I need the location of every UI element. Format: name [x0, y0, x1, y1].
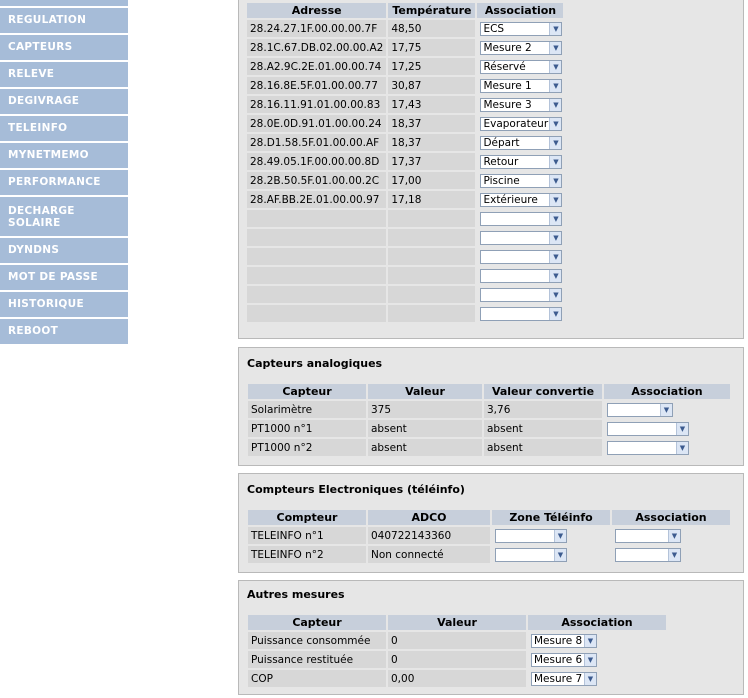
chevron-down-icon[interactable]: ▼: [668, 549, 680, 561]
association-select[interactable]: [480, 136, 562, 150]
association-select-value: Mesure 2: [483, 41, 532, 54]
association-select[interactable]: [480, 60, 562, 74]
table-row: [247, 115, 563, 132]
association-select-cell: [477, 305, 563, 322]
adco-cell: 040722143360: [368, 527, 490, 544]
table-row: [247, 134, 563, 151]
table-row: [248, 546, 730, 563]
association-select-cell: [477, 39, 563, 56]
chevron-down-icon[interactable]: ▼: [549, 42, 561, 54]
association-select-cell: [528, 632, 666, 649]
sidebar-item-historique[interactable]: HISTORIQUE: [0, 292, 128, 317]
meters-rows: [248, 527, 730, 563]
meter-cell: TELEINFO n°1: [248, 527, 366, 544]
association-select-cell: [612, 546, 730, 563]
analog-panel: [238, 347, 744, 466]
association-select-value: Départ: [483, 136, 520, 149]
association-select-value: Retour: [483, 155, 519, 168]
association-select[interactable]: [607, 422, 689, 436]
zone-select[interactable]: [495, 548, 567, 562]
address-cell: [247, 248, 386, 265]
converted-cell: absent: [484, 420, 602, 437]
table-row: [247, 96, 563, 113]
table-row: [247, 153, 563, 170]
address-cell: [247, 210, 386, 227]
association-select-value: Evaporateur: [483, 117, 549, 130]
chevron-down-icon[interactable]: ▼: [549, 251, 561, 263]
address-cell: 28.16.8E.5F.01.00.00.77: [247, 77, 386, 94]
sidebar-item-dyndns[interactable]: DYNDNS: [0, 238, 128, 263]
address-cell: 28.1C.67.DB.02.00.00.A2: [247, 39, 386, 56]
col-adco: ADCO: [368, 510, 490, 525]
table-row: [247, 248, 563, 265]
chevron-down-icon[interactable]: ▼: [584, 654, 596, 666]
association-select[interactable]: [607, 403, 673, 417]
address-cell: 28.24.27.1F.00.00.00.7F: [247, 20, 386, 37]
association-select[interactable]: [531, 634, 597, 648]
temperature-cell: 17,43: [388, 96, 475, 113]
address-cell: [247, 305, 386, 322]
association-select[interactable]: [480, 288, 562, 302]
association-select-cell: [604, 401, 730, 418]
table-row: [248, 632, 666, 649]
address-cell: [247, 286, 386, 303]
table-row: [247, 210, 563, 227]
address-cell: 28.49.05.1F.00.00.00.8D: [247, 153, 386, 170]
chevron-down-icon[interactable]: ▼: [549, 99, 561, 111]
association-select-cell: [477, 153, 563, 170]
col-zone-teleinfo: Zone Téléinfo: [492, 510, 610, 525]
association-select-value: Extérieure: [483, 193, 538, 206]
association-select[interactable]: [480, 307, 562, 321]
analog-title: Capteurs analogiques: [247, 357, 383, 370]
chevron-down-icon[interactable]: ▼: [554, 530, 566, 542]
col-association: Association: [604, 384, 730, 399]
col-capteur: Capteur: [248, 384, 366, 399]
onewire-panel: [238, 0, 744, 339]
sidebar-item-teleinfo[interactable]: TELEINFO: [0, 116, 128, 141]
chevron-down-icon[interactable]: ▼: [549, 80, 561, 92]
chevron-down-icon[interactable]: ▼: [554, 549, 566, 561]
meters-panel: [238, 473, 744, 573]
table-row: [247, 20, 563, 37]
association-select-value: Mesure 6: [534, 653, 583, 666]
association-select-cell: [477, 58, 563, 75]
zone-select-cell: [492, 546, 610, 563]
col-association: Association: [477, 3, 563, 18]
temperature-cell: 17,18: [388, 191, 475, 208]
adco-cell: Non connecté: [368, 546, 490, 563]
temperature-cell: 17,25: [388, 58, 475, 75]
table-row: [248, 527, 730, 544]
address-cell: 28.A2.9C.2E.01.00.00.74: [247, 58, 386, 75]
chevron-down-icon[interactable]: ▼: [549, 61, 561, 73]
sidebar-item-regulation[interactable]: REGULATION: [0, 8, 128, 33]
meter-cell: TELEINFO n°2: [248, 546, 366, 563]
association-select[interactable]: [607, 441, 689, 455]
chevron-down-icon[interactable]: ▼: [549, 270, 561, 282]
sensor-cell: Puissance consommée: [248, 632, 386, 649]
table-row: [247, 305, 563, 322]
association-select-cell: [477, 172, 563, 189]
chevron-down-icon[interactable]: ▼: [549, 137, 561, 149]
table-row: [247, 229, 563, 246]
association-select[interactable]: [480, 269, 562, 283]
association-select[interactable]: [480, 155, 562, 169]
address-cell: 28.0E.0D.91.01.00.00.24: [247, 115, 386, 132]
association-select[interactable]: [615, 548, 681, 562]
col-valeur: Valeur: [368, 384, 482, 399]
association-select-value: Réservé: [483, 60, 526, 73]
chevron-down-icon[interactable]: ▼: [668, 530, 680, 542]
value-cell: 0,00: [388, 670, 526, 687]
col-association: Association: [528, 615, 666, 630]
col-capteur: Capteur: [248, 615, 386, 630]
table-row: [247, 172, 563, 189]
value-cell: absent: [368, 439, 482, 456]
chevron-down-icon[interactable]: ▼: [549, 308, 561, 320]
onewire-table: [245, 1, 565, 324]
chevron-down-icon[interactable]: ▼: [584, 673, 596, 685]
value-cell: 375: [368, 401, 482, 418]
col-association: Association: [612, 510, 730, 525]
zone-select-cell: [492, 527, 610, 544]
table-row: [247, 39, 563, 56]
address-cell: 28.AF.BB.2E.01.00.00.97: [247, 191, 386, 208]
chevron-down-icon[interactable]: ▼: [676, 423, 688, 435]
converted-cell: absent: [484, 439, 602, 456]
sidebar-nav: [0, 0, 128, 346]
association-select-cell: [477, 20, 563, 37]
temperature-cell: [388, 267, 475, 284]
col-valeur: Valeur: [388, 615, 526, 630]
association-select-cell: [604, 420, 730, 437]
analog-table: [246, 382, 732, 458]
col-compteur: Compteur: [248, 510, 366, 525]
chevron-down-icon[interactable]: ▼: [676, 442, 688, 454]
address-cell: [247, 229, 386, 246]
association-select-value: Mesure 7: [534, 672, 583, 685]
sidebar-item-reboot[interactable]: REBOOT: [0, 319, 128, 344]
table-row: [247, 77, 563, 94]
sidebar-item-releve[interactable]: RELEVE: [0, 62, 128, 87]
temperature-cell: [388, 286, 475, 303]
table-row: [247, 58, 563, 75]
temperature-cell: 18,37: [388, 134, 475, 151]
association-select-value: Piscine: [483, 174, 520, 187]
association-select-cell: [477, 229, 563, 246]
association-select[interactable]: [480, 22, 562, 36]
association-select[interactable]: [480, 212, 562, 226]
value-cell: 0: [388, 651, 526, 668]
association-select-cell: [477, 248, 563, 265]
temperature-cell: [388, 210, 475, 227]
table-row: [248, 420, 730, 437]
col-valeur-convertie: Valeur convertie: [484, 384, 602, 399]
association-select[interactable]: [531, 653, 597, 667]
address-cell: [247, 267, 386, 284]
table-row: [247, 191, 563, 208]
address-cell: 28.D1.58.5F.01.00.00.AF: [247, 134, 386, 151]
temperature-cell: 17,75: [388, 39, 475, 56]
association-select[interactable]: [480, 117, 562, 131]
temperature-cell: 48,50: [388, 20, 475, 37]
chevron-down-icon[interactable]: ▼: [549, 194, 561, 206]
sidebar-item-capteurs[interactable]: CAPTEURS: [0, 35, 128, 60]
association-select[interactable]: [480, 193, 562, 207]
association-select-cell: [612, 527, 730, 544]
address-cell: 28.16.11.91.01.00.00.83: [247, 96, 386, 113]
chevron-down-icon[interactable]: ▼: [549, 118, 561, 130]
association-select-cell: [477, 96, 563, 113]
sensor-cell: PT1000 n°2: [248, 439, 366, 456]
association-select-cell: [477, 286, 563, 303]
association-select[interactable]: [480, 79, 562, 93]
association-select[interactable]: [480, 231, 562, 245]
association-select-cell: [477, 210, 563, 227]
sidebar-item-mynetmemo[interactable]: MYNETMEMO: [0, 143, 128, 168]
sensor-cell: PT1000 n°1: [248, 420, 366, 437]
table-row: [248, 439, 730, 456]
temperature-cell: 18,37: [388, 115, 475, 132]
temperature-cell: 17,37: [388, 153, 475, 170]
association-select-cell: [477, 115, 563, 132]
col-adresse: Adresse: [247, 3, 386, 18]
meters-title: Compteurs Electroniques (téléinfo): [247, 483, 465, 496]
sidebar-item-degivrage[interactable]: DEGIVRAGE: [0, 89, 128, 114]
association-select-value: Mesure 1: [483, 79, 532, 92]
other-panel: [238, 580, 744, 695]
table-row: [248, 670, 666, 687]
association-select-value: Mesure 8: [534, 634, 583, 647]
value-cell: 0: [388, 632, 526, 649]
sensor-cell: Solarimètre: [248, 401, 366, 418]
zone-select[interactable]: [495, 529, 567, 543]
chevron-down-icon[interactable]: ▼: [549, 156, 561, 168]
chevron-down-icon[interactable]: ▼: [549, 213, 561, 225]
temperature-cell: [388, 229, 475, 246]
table-row: [248, 651, 666, 668]
association-select[interactable]: [531, 672, 597, 686]
association-select[interactable]: [480, 41, 562, 55]
sensor-cell: Puissance restituée: [248, 651, 386, 668]
sidebar-item-mot-de-passe[interactable]: MOT DE PASSE: [0, 265, 128, 290]
col-temperature: Température: [388, 3, 475, 18]
sensor-cell: COP: [248, 670, 386, 687]
table-row: [248, 401, 730, 418]
other-rows: [248, 632, 666, 687]
association-select[interactable]: [480, 174, 562, 188]
value-cell: absent: [368, 420, 482, 437]
temperature-cell: [388, 248, 475, 265]
chevron-down-icon[interactable]: ▼: [549, 289, 561, 301]
chevron-down-icon[interactable]: ▼: [549, 232, 561, 244]
association-select-value: Mesure 3: [483, 98, 532, 111]
association-select-cell: [528, 670, 666, 687]
chevron-down-icon[interactable]: ▼: [549, 175, 561, 187]
association-select[interactable]: [480, 250, 562, 264]
association-select-value: ECS: [483, 22, 505, 35]
temperature-cell: 17,00: [388, 172, 475, 189]
temperature-cell: [388, 305, 475, 322]
analog-rows: [248, 401, 730, 456]
other-title: Autres mesures: [247, 588, 345, 601]
association-select-cell: [477, 77, 563, 94]
chevron-down-icon[interactable]: ▼: [660, 404, 672, 416]
sidebar-item-decharge-solaire[interactable]: DECHARGE SOLAIRE: [0, 197, 128, 236]
chevron-down-icon[interactable]: ▼: [584, 635, 596, 647]
temperature-cell: 30,87: [388, 77, 475, 94]
onewire-rows: [247, 20, 563, 322]
association-select[interactable]: [615, 529, 681, 543]
sidebar-item-hidden[interactable]: [0, 0, 128, 6]
address-cell: 28.2B.50.5F.01.00.00.2C: [247, 172, 386, 189]
converted-cell: 3,76: [484, 401, 602, 418]
sidebar-item-performance[interactable]: PERFORMANCE: [0, 170, 128, 195]
table-row: [247, 267, 563, 284]
association-select[interactable]: [480, 98, 562, 112]
association-select-cell: [477, 267, 563, 284]
association-select-cell: [477, 191, 563, 208]
table-row: [247, 286, 563, 303]
association-select-cell: [477, 134, 563, 151]
association-select-cell: [604, 439, 730, 456]
association-select-cell: [528, 651, 666, 668]
meters-table: [246, 508, 732, 565]
chevron-down-icon[interactable]: ▼: [549, 23, 561, 35]
other-table: [246, 613, 668, 689]
